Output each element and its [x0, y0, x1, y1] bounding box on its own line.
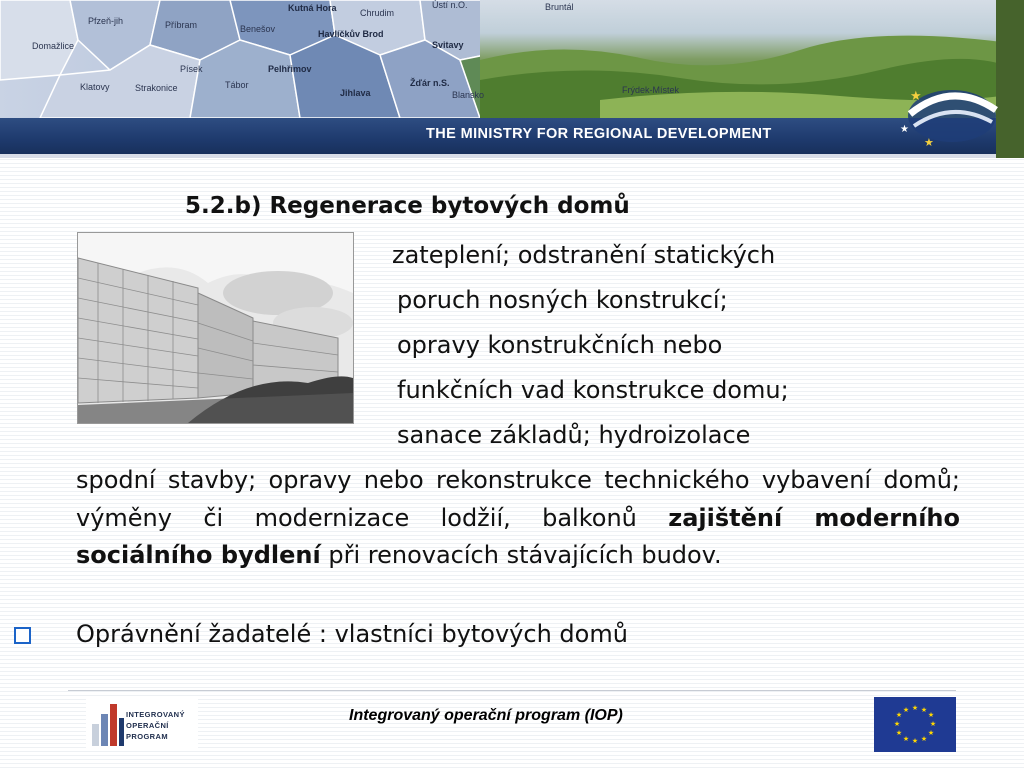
map-label: Domažlice: [32, 41, 75, 51]
map-label: Příbram: [165, 20, 198, 30]
map-label: Frýdek-Místek: [622, 85, 680, 95]
divider: [0, 154, 1000, 158]
map-label: Chrudim: [360, 8, 395, 18]
map-label: Svitavy: [432, 40, 464, 50]
map-label: Strakonice: [135, 83, 178, 93]
svg-text:★: ★: [911, 704, 919, 712]
bullet-item: Oprávnění žadatelé : vlastníci bytových domů: [76, 620, 628, 648]
map-label: Písek: [180, 64, 203, 74]
text-line: poruch nosných konstrukcí;: [397, 286, 728, 314]
map-label: Pfzeň-jih: [88, 16, 124, 26]
svg-text:★: ★: [927, 711, 935, 719]
footer-caption: Integrovaný operační program (IOP): [349, 707, 623, 724]
map-label: Blansko: [452, 90, 485, 100]
footer-divider: [68, 690, 956, 691]
header-banner: [0, 0, 1024, 158]
map-label: Klatovy: [80, 82, 110, 92]
svg-text:★: ★: [920, 706, 928, 714]
map-label: Pelhřimov: [268, 64, 312, 74]
paragraph-bold-text: zajištění moderního sociálního bydlení: [76, 503, 960, 569]
svg-text:★: ★: [902, 735, 910, 743]
text-line: zateplení; odstranění statických: [392, 241, 776, 269]
svg-text:★: ★: [902, 706, 910, 714]
banner-title: THE MINISTRY FOR REGIONAL DEVELOPMENT: [426, 126, 772, 142]
svg-text:★: ★: [920, 735, 928, 743]
svg-text:★: ★: [893, 720, 901, 728]
map-label: Benešov: [240, 24, 276, 34]
iop-logo-text: INTEGROVANÝ: [126, 710, 185, 719]
svg-text:★: ★: [911, 737, 919, 745]
map-label: Ústí n.O.: [432, 0, 468, 10]
map-label: Bruntál: [545, 2, 574, 12]
svg-text:★: ★: [895, 729, 903, 737]
iop-logo: [86, 698, 198, 750]
map-label: Žďár n.S.: [410, 78, 450, 88]
text-line: sanace základů; hydroizolace: [397, 421, 751, 449]
paragraph-text: při renovacích stávajících budov.: [328, 541, 722, 569]
ministry-logo-icon: [880, 70, 1000, 158]
svg-text:★: ★: [929, 720, 937, 728]
iop-logo-text: OPERAČNÍ: [126, 721, 169, 730]
svg-text:★: ★: [900, 124, 909, 135]
page-title: 5.2.b) Regenerace bytových domů: [185, 193, 630, 219]
map-label: Jihlava: [340, 88, 371, 98]
decorative-edge: [996, 0, 1024, 158]
svg-text:★: ★: [910, 89, 922, 104]
map-label: Kutná Hora: [288, 3, 337, 13]
body-paragraph: [76, 462, 960, 575]
paragraph-text: spodní stavby; opravy nebo rekonstrukce technického vybavení domů; výměny či modernizace lodžií, balkonů: [76, 466, 960, 532]
svg-text:★: ★: [924, 136, 934, 149]
eu-flag-icon: [874, 697, 956, 752]
svg-text:★: ★: [895, 711, 903, 719]
text-line: opravy konstrukčních nebo: [397, 331, 723, 359]
iop-bars-icon: [90, 702, 126, 748]
bullet-square-icon: [14, 627, 31, 644]
map-label: Tábor: [225, 80, 249, 90]
svg-text:★: ★: [927, 729, 935, 737]
apartment-buildings-photo: [77, 232, 354, 424]
map-label: Havlíčkův Brod: [318, 29, 384, 39]
iop-logo-text: PROGRAM: [126, 732, 168, 741]
text-line: funkčních vad konstrukce domu;: [397, 376, 789, 404]
